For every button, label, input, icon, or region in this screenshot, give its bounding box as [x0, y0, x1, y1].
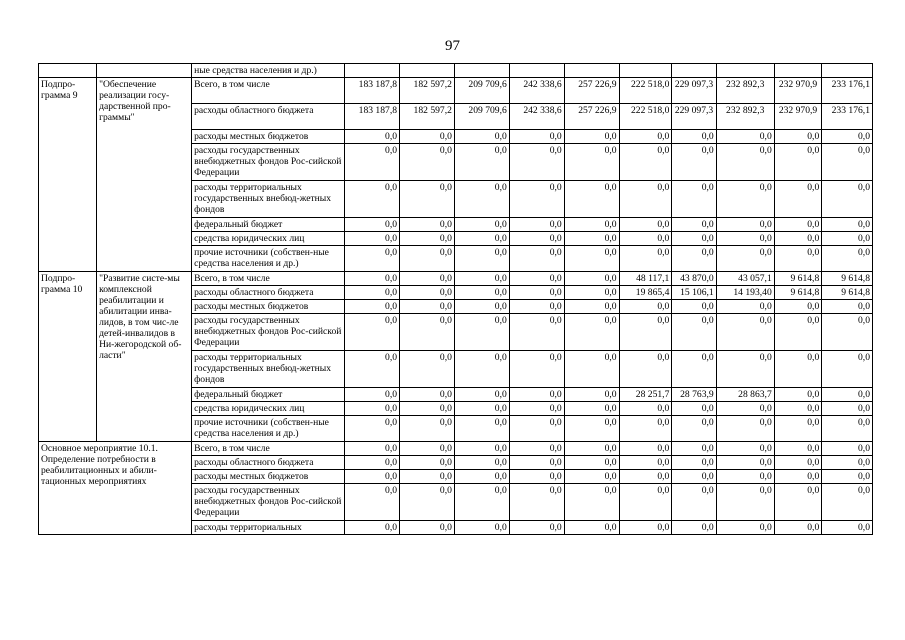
value-cell: 0,0	[774, 402, 822, 416]
row-label: расходы местных бюджетов	[192, 130, 345, 144]
value-cell: 0,0	[509, 442, 564, 456]
value-cell: 0,0	[672, 232, 716, 246]
value-cell: 0,0	[822, 388, 873, 402]
value-cell: 0,0	[822, 416, 873, 442]
value-cell: 0,0	[716, 351, 774, 388]
value-cell: 0,0	[716, 144, 774, 181]
row-label: расходы областного бюджета	[192, 104, 345, 130]
value-cell: 0,0	[774, 246, 822, 272]
value-cell: 0,0	[454, 232, 509, 246]
value-cell: 0,0	[345, 442, 400, 456]
value-cell: 0,0	[454, 144, 509, 181]
row-label: федеральный бюджет	[192, 388, 345, 402]
value-cell: 0,0	[345, 521, 400, 535]
value-cell: 0,0	[345, 300, 400, 314]
row-label: Всего, в том числе	[192, 442, 345, 456]
value-cell: 28 763,9	[672, 388, 716, 402]
value-cell: 0,0	[509, 484, 564, 521]
value-cell: 0,0	[509, 521, 564, 535]
value-cell: 0,0	[672, 402, 716, 416]
value-cell: 0,0	[400, 402, 455, 416]
value-cell: 209 709,6	[454, 104, 509, 130]
value-cell: 0,0	[619, 314, 672, 351]
value-cell: 0,0	[716, 402, 774, 416]
value-cell: 0,0	[774, 300, 822, 314]
value-cell: 0,0	[345, 484, 400, 521]
value-cell: 0,0	[454, 402, 509, 416]
value-cell: 0,0	[822, 144, 873, 181]
value-cell: 0,0	[774, 484, 822, 521]
value-cell: 0,0	[774, 130, 822, 144]
value-cell: 0,0	[672, 130, 716, 144]
value-cell: 0,0	[454, 272, 509, 286]
value-cell: 0,0	[716, 484, 774, 521]
value-cell: 0,0	[564, 470, 619, 484]
value-cell: 19 865,4	[619, 286, 672, 300]
value-cell: 182 597,2	[400, 104, 455, 130]
value-cell: 0,0	[564, 300, 619, 314]
value-cell: 0,0	[509, 246, 564, 272]
value-cell: 0,0	[822, 470, 873, 484]
page-number: 97	[445, 38, 460, 54]
value-cell: 0,0	[774, 388, 822, 402]
value-cell: 0,0	[716, 218, 774, 232]
value-cell: 0,0	[619, 416, 672, 442]
value-cell: 0,0	[822, 484, 873, 521]
value-cell: 0,0	[564, 521, 619, 535]
value-cell: 0,0	[716, 246, 774, 272]
row-label: расходы местных бюджетов	[192, 300, 345, 314]
row-label: расходы территориальных государственных внебюд-жетных фондов	[192, 181, 345, 218]
value-cell: 14 193,40	[716, 286, 774, 300]
value-cell: 0,0	[716, 232, 774, 246]
value-cell: 0,0	[509, 218, 564, 232]
value-cell: 0,0	[509, 144, 564, 181]
value-cell: 0,0	[345, 286, 400, 300]
value-cell: 0,0	[454, 442, 509, 456]
value-cell: 183 187,8	[345, 78, 400, 104]
row-label: расходы местных бюджетов	[192, 470, 345, 484]
value-cell: 0,0	[454, 218, 509, 232]
value-cell: 0,0	[822, 521, 873, 535]
value-cell: 0,0	[454, 351, 509, 388]
value-cell: 0,0	[774, 456, 822, 470]
value-cell: 0,0	[400, 416, 455, 442]
value-cell: 0,0	[509, 470, 564, 484]
value-cell: 0,0	[774, 232, 822, 246]
value-cell: 43 870,0	[672, 272, 716, 286]
value-cell: 15 106,1	[672, 286, 716, 300]
value-cell: 0,0	[454, 456, 509, 470]
value-cell: 0,0	[774, 442, 822, 456]
value-cell: 0,0	[400, 130, 455, 144]
value-cell: 0,0	[400, 181, 455, 218]
value-cell: 0,0	[400, 484, 455, 521]
value-cell: 0,0	[345, 181, 400, 218]
value-cell: 0,0	[400, 470, 455, 484]
value-cell: 232 892,3	[716, 78, 774, 104]
value-cell: 0,0	[619, 484, 672, 521]
value-cell: 0,0	[619, 442, 672, 456]
value-cell: 257 226,9	[564, 78, 619, 104]
value-cell: 0,0	[454, 484, 509, 521]
value-cell: 0,0	[774, 314, 822, 351]
row-label: прочие источники (собствен-ные средства населения и др.)	[192, 246, 345, 272]
value-cell: 0,0	[454, 388, 509, 402]
value-cell: 0,0	[400, 351, 455, 388]
value-cell: 9 614,8	[774, 286, 822, 300]
value-cell: 0,0	[454, 521, 509, 535]
value-cell: 0,0	[672, 314, 716, 351]
value-cell: 0,0	[564, 181, 619, 218]
value-cell: 0,0	[345, 246, 400, 272]
value-cell: 0,0	[564, 130, 619, 144]
value-cell: 0,0	[774, 181, 822, 218]
value-cell: 0,0	[400, 218, 455, 232]
value-cell: 0,0	[716, 470, 774, 484]
value-cell: 229 097,3	[672, 78, 716, 104]
value-cell: 0,0	[672, 144, 716, 181]
subprogram-name: "Развитие систе-мы комплексной реабилитации и абилитации инва-лидов, в том чис-ле детей-инвалидов в Ни-жегородской об-ласти"	[97, 272, 192, 442]
value-cell: 0,0	[619, 402, 672, 416]
value-cell: 0,0	[564, 351, 619, 388]
row-label: средства юридических лиц	[192, 402, 345, 416]
value-cell: 0,0	[345, 144, 400, 181]
subprogram-code: Подпро- грамма 9	[39, 78, 97, 272]
row-label: Всего, в том числе	[192, 78, 345, 104]
value-cell: 183 187,8	[345, 104, 400, 130]
value-cell: 0,0	[345, 402, 400, 416]
value-cell: 48 117,1	[619, 272, 672, 286]
row-label: расходы территориальных государственных внебюд-жетных фондов	[192, 351, 345, 388]
value-cell: 0,0	[716, 300, 774, 314]
value-cell: 28 251,7	[619, 388, 672, 402]
value-cell: 0,0	[619, 300, 672, 314]
value-cell: 0,0	[509, 456, 564, 470]
row-label: прочие источники (собствен-ные средства населения и др.)	[192, 416, 345, 442]
budget-table	[38, 63, 873, 535]
value-cell: 0,0	[345, 130, 400, 144]
value-cell: 0,0	[509, 402, 564, 416]
value-cell: 0,0	[564, 232, 619, 246]
value-cell: 0,0	[564, 456, 619, 470]
value-cell: 0,0	[672, 521, 716, 535]
subprogram-code: Подпро- грамма 10	[39, 272, 97, 442]
value-cell: 0,0	[822, 218, 873, 232]
value-cell: 0,0	[672, 442, 716, 456]
table-row	[39, 272, 873, 286]
value-cell: 0,0	[509, 130, 564, 144]
value-cell: 0,0	[345, 416, 400, 442]
value-cell: 0,0	[822, 351, 873, 388]
value-cell: 0,0	[400, 456, 455, 470]
value-cell: 0,0	[454, 300, 509, 314]
value-cell: 0,0	[716, 442, 774, 456]
value-cell: 9 614,8	[822, 286, 873, 300]
row-label: федеральный бюджет	[192, 218, 345, 232]
value-cell: 0,0	[400, 442, 455, 456]
value-cell: 222 518,0	[619, 104, 672, 130]
subprogram-name: "Обеспечение реализации госу-дарственной про-граммы"	[97, 78, 192, 272]
value-cell: 0,0	[619, 456, 672, 470]
value-cell: 0,0	[454, 470, 509, 484]
value-cell: 0,0	[345, 456, 400, 470]
value-cell: 0,0	[619, 218, 672, 232]
value-cell: 0,0	[345, 272, 400, 286]
value-cell: 0,0	[509, 232, 564, 246]
value-cell: 0,0	[774, 416, 822, 442]
value-cell: 0,0	[619, 181, 672, 218]
value-cell: 0,0	[509, 272, 564, 286]
activity-name: Основное мероприятие 10.1. Определение потребности в реабилитационных и абили-тационных мероприятиях	[39, 442, 192, 535]
value-cell: 0,0	[672, 181, 716, 218]
value-cell: 209 709,6	[454, 78, 509, 104]
value-cell: 0,0	[672, 351, 716, 388]
value-cell: 0,0	[400, 521, 455, 535]
value-cell: 0,0	[454, 286, 509, 300]
value-cell: 0,0	[716, 181, 774, 218]
value-cell: 0,0	[400, 272, 455, 286]
value-cell: 0,0	[564, 272, 619, 286]
value-cell: 0,0	[672, 300, 716, 314]
value-cell: 0,0	[716, 314, 774, 351]
value-cell: 0,0	[774, 470, 822, 484]
value-cell: 233 176,1	[822, 104, 873, 130]
value-cell: 0,0	[564, 416, 619, 442]
value-cell: 0,0	[619, 232, 672, 246]
value-cell: 0,0	[716, 521, 774, 535]
value-cell: 0,0	[564, 144, 619, 181]
value-cell: 0,0	[774, 521, 822, 535]
value-cell: 0,0	[400, 246, 455, 272]
row-label: расходы государственных внебюджетных фондов Рос-сийской Федерации	[192, 314, 345, 351]
value-cell: 0,0	[400, 300, 455, 314]
value-cell: 0,0	[400, 286, 455, 300]
value-cell: 0,0	[509, 416, 564, 442]
value-cell: 0,0	[619, 351, 672, 388]
row-label: расходы территориальных	[192, 521, 345, 535]
value-cell: 0,0	[454, 416, 509, 442]
value-cell: 0,0	[822, 402, 873, 416]
value-cell: 222 518,0	[619, 78, 672, 104]
value-cell: 0,0	[345, 470, 400, 484]
value-cell: 0,0	[454, 130, 509, 144]
value-cell: 0,0	[716, 130, 774, 144]
value-cell: 0,0	[672, 246, 716, 272]
value-cell: 0,0	[509, 314, 564, 351]
value-cell: 28 863,7	[716, 388, 774, 402]
value-cell: 257 226,9	[564, 104, 619, 130]
value-cell: 0,0	[345, 388, 400, 402]
table-row	[39, 78, 873, 104]
value-cell: 0,0	[564, 388, 619, 402]
row-label: расходы областного бюджета	[192, 456, 345, 470]
value-cell: 0,0	[345, 232, 400, 246]
value-cell: 0,0	[822, 300, 873, 314]
row-label: Всего, в том числе	[192, 272, 345, 286]
value-cell: 0,0	[619, 470, 672, 484]
value-cell: 232 892,3	[716, 104, 774, 130]
value-cell: 0,0	[672, 484, 716, 521]
value-cell: 0,0	[822, 314, 873, 351]
value-cell: 0,0	[400, 314, 455, 351]
value-cell: 0,0	[345, 314, 400, 351]
value-cell: 0,0	[564, 442, 619, 456]
value-cell: 0,0	[564, 314, 619, 351]
value-cell: 242 338,6	[509, 104, 564, 130]
value-cell: 0,0	[564, 218, 619, 232]
value-cell: 242 338,6	[509, 78, 564, 104]
value-cell: 0,0	[454, 181, 509, 218]
value-cell: 0,0	[774, 351, 822, 388]
value-cell: 0,0	[774, 218, 822, 232]
value-cell: 0,0	[564, 402, 619, 416]
row-label: расходы государственных внебюджетных фондов Рос-сийской Федерации	[192, 484, 345, 521]
value-cell: 0,0	[509, 388, 564, 402]
row-label: расходы государственных внебюджетных фондов Рос-сийской Федерации	[192, 144, 345, 181]
value-cell: 0,0	[822, 456, 873, 470]
value-cell: 182 597,2	[400, 78, 455, 104]
value-cell: 0,0	[619, 246, 672, 272]
value-cell: 0,0	[619, 144, 672, 181]
value-cell: 0,0	[564, 246, 619, 272]
row-label: ные средства населения и др.)	[192, 64, 345, 78]
value-cell: 0,0	[509, 300, 564, 314]
value-cell: 0,0	[509, 351, 564, 388]
value-cell: 0,0	[672, 218, 716, 232]
value-cell: 0,0	[400, 144, 455, 181]
table-row	[39, 64, 873, 78]
table-row	[39, 442, 873, 456]
value-cell: 0,0	[619, 130, 672, 144]
value-cell: 0,0	[672, 416, 716, 442]
value-cell: 0,0	[400, 232, 455, 246]
value-cell: 43 057,1	[716, 272, 774, 286]
value-cell: 0,0	[822, 130, 873, 144]
value-cell: 233 176,1	[822, 78, 873, 104]
table-body	[39, 64, 873, 535]
value-cell: 232 970,9	[774, 104, 822, 130]
value-cell: 0,0	[564, 484, 619, 521]
value-cell: 0,0	[672, 456, 716, 470]
row-label: средства юридических лиц	[192, 232, 345, 246]
value-cell: 232 970,9	[774, 78, 822, 104]
value-cell: 0,0	[345, 351, 400, 388]
value-cell: 0,0	[509, 181, 564, 218]
value-cell: 0,0	[822, 246, 873, 272]
value-cell: 0,0	[619, 521, 672, 535]
value-cell: 9 614,8	[822, 272, 873, 286]
value-cell: 0,0	[672, 470, 716, 484]
value-cell: 229 097,3	[672, 104, 716, 130]
value-cell: 0,0	[822, 232, 873, 246]
value-cell: 0,0	[716, 416, 774, 442]
value-cell: 0,0	[716, 456, 774, 470]
value-cell: 0,0	[345, 218, 400, 232]
value-cell: 0,0	[822, 181, 873, 218]
value-cell: 0,0	[564, 286, 619, 300]
value-cell: 0,0	[400, 388, 455, 402]
value-cell: 0,0	[774, 144, 822, 181]
value-cell: 9 614,8	[774, 272, 822, 286]
row-label: расходы областного бюджета	[192, 286, 345, 300]
value-cell: 0,0	[454, 246, 509, 272]
value-cell: 0,0	[509, 286, 564, 300]
value-cell: 0,0	[822, 442, 873, 456]
value-cell: 0,0	[454, 314, 509, 351]
